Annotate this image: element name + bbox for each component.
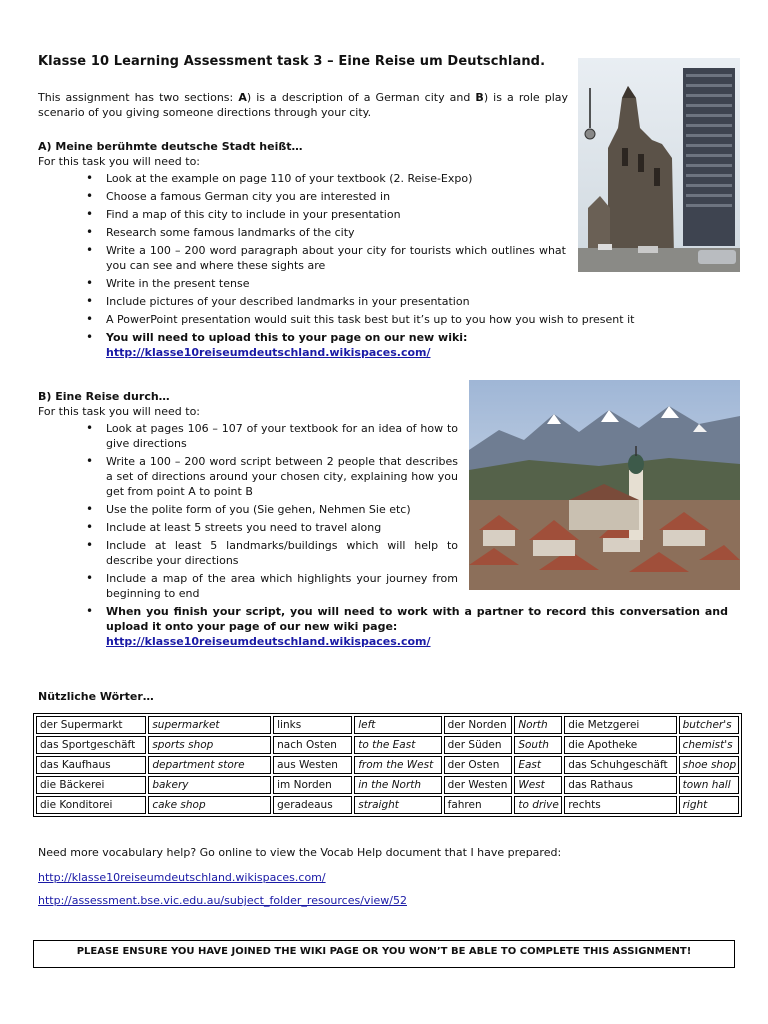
wiki-link-a[interactable]: http://klasse10reiseumdeutschland.wikispaces.com/	[106, 346, 431, 359]
vocab-link-assessment[interactable]	[38, 894, 407, 907]
upload-instruction: You will need to upload this to your page on our new wiki:	[106, 331, 468, 344]
intro-a: A	[238, 91, 247, 104]
table-row	[36, 716, 739, 734]
vocab-german-cell: der Süden	[444, 736, 513, 754]
intro-text-2: ) is a description of a German city and	[246, 91, 476, 104]
vocab-german-cell: das Sportgeschäft	[36, 736, 146, 754]
vocab-german-cell: das Schuhgeschäft	[564, 756, 676, 774]
list-item: • Include pictures of your described landmarks in your presentation	[38, 294, 676, 309]
vocab-german-cell: rechts	[564, 796, 676, 814]
vocab-english-cell: to the East	[354, 736, 441, 754]
intro-paragraph	[38, 90, 568, 120]
table-row	[36, 756, 739, 774]
list-item: • Include a map of the area which highlights your journey from beginning to end	[38, 571, 458, 601]
vocab-link-assessment-text[interactable]: http://assessment.bse.vic.edu.au/subject_folder_resources/view/52	[38, 894, 407, 907]
vocab-german-cell: die Konditorei	[36, 796, 146, 814]
vocab-english-cell: in the North	[354, 776, 441, 794]
vocab-german-cell: geradeaus	[273, 796, 352, 814]
vocab-german-cell: der Osten	[444, 756, 513, 774]
vocab-german-cell: die Apotheke	[564, 736, 676, 754]
vocab-german-cell: das Rathaus	[564, 776, 676, 794]
vocab-english-cell: cake shop	[148, 796, 271, 814]
intro-text-3: ) is a role play scenario of you giving someone directions through your city.	[38, 91, 569, 119]
vocab-english-cell: North	[514, 716, 562, 734]
record-instruction: When you finish your script, you will need to work with a partner to record this conversation and upload it onto your page of our new wiki page:	[106, 605, 728, 633]
vocab-german-cell: der Westen	[444, 776, 513, 794]
intro-b: B	[475, 91, 484, 104]
vocab-english-cell: shoe shop	[679, 756, 739, 774]
vocab-help-text: Need more vocabulary help? Go online to view the Vocab Help document that I have prepared:	[38, 846, 562, 859]
vocab-english-cell: left	[354, 716, 441, 734]
section-b-list	[38, 421, 738, 649]
vocab-german-cell: das Kaufhaus	[36, 756, 146, 774]
list-item	[38, 604, 728, 649]
vocab-english-cell: to drive	[514, 796, 562, 814]
list-item: • Choose a famous German city you are interested in	[38, 189, 566, 204]
section-b-heading: B) Eine Reise durch…	[38, 390, 170, 403]
vocab-german-cell: der Supermarkt	[36, 716, 146, 734]
vocab-german-cell: nach Osten	[273, 736, 352, 754]
vocab-english-cell: West	[514, 776, 562, 794]
vocab-german-cell: der Norden	[444, 716, 513, 734]
vocab-heading: Nützliche Wörter…	[38, 690, 154, 703]
section-a-list	[38, 171, 678, 360]
vocab-english-cell: town hall	[679, 776, 739, 794]
vocab-link-wiki[interactable]	[38, 871, 326, 884]
list-item: • Use the polite form of you (Sie gehen, Nehmen Sie etc)	[38, 502, 458, 517]
vocab-german-cell: links	[273, 716, 352, 734]
vocab-german-cell: fahren	[444, 796, 513, 814]
section-b-lead: For this task you will need to:	[38, 405, 201, 418]
list-item: • Research some famous landmarks of the city	[38, 225, 566, 240]
vocab-german-cell: im Norden	[273, 776, 352, 794]
table-row	[36, 776, 739, 794]
vocab-english-cell: bakery	[148, 776, 271, 794]
list-item: • Include at least 5 landmarks/buildings which will help to describe your directions	[38, 538, 458, 568]
vocab-english-cell: right	[679, 796, 739, 814]
vocab-english-cell: chemist's	[679, 736, 739, 754]
section-b	[38, 389, 738, 652]
section-a	[38, 139, 678, 363]
notice-box: PLEASE ENSURE YOU HAVE JOINED THE WIKI PAGE OR YOU WON’T BE ABLE TO COMPLETE THIS ASSIGNMENT!	[33, 940, 735, 968]
vocab-english-cell: supermarket	[148, 716, 271, 734]
vocab-table-body	[36, 716, 739, 814]
list-item: • Write in the present tense	[38, 276, 566, 291]
vocab-german-cell: die Metzgerei	[564, 716, 676, 734]
intro-text-1: This assignment has two sections:	[38, 91, 239, 104]
vocab-english-cell: straight	[354, 796, 441, 814]
list-item: • Write a 100 – 200 word script between 2 people that describes a set of directions around your chosen city, explaining how you get from point A to point B	[38, 454, 458, 499]
vocab-english-cell: butcher's	[679, 716, 739, 734]
table-row	[36, 736, 739, 754]
vocab-german-cell: die Bäckerei	[36, 776, 146, 794]
table-row	[36, 796, 739, 814]
list-item: • Look at the example on page 110 of your textbook (2. Reise-Expo)	[38, 171, 566, 186]
vocab-english-cell: department store	[148, 756, 271, 774]
vocab-link-wiki-text[interactable]: http://klasse10reiseumdeutschland.wikispaces.com/	[38, 871, 326, 884]
vocab-english-cell: sports shop	[148, 736, 271, 754]
list-item	[38, 330, 676, 360]
list-item: • Find a map of this city to include in your presentation	[38, 207, 566, 222]
list-item: • Include at least 5 streets you need to travel along	[38, 520, 458, 535]
vocab-table	[33, 713, 742, 817]
wiki-link-b[interactable]: http://klasse10reiseumdeutschland.wikispaces.com/	[106, 635, 431, 648]
list-item: • Look at pages 106 – 107 of your textbook for an idea of how to give directions	[38, 421, 458, 451]
list-item: • A PowerPoint presentation would suit this task best but it’s up to you how you wish to present it	[38, 312, 676, 327]
section-a-lead: For this task you will need to:	[38, 155, 201, 168]
vocab-english-cell: South	[514, 736, 562, 754]
vocab-german-cell: aus Westen	[273, 756, 352, 774]
vocab-english-cell: from the West	[354, 756, 441, 774]
section-a-heading: A) Meine berühmte deutsche Stadt heißt…	[38, 140, 303, 153]
list-item: • Write a 100 – 200 word paragraph about your city for tourists which outlines what you can see and where these sights are	[38, 243, 566, 273]
vocab-english-cell: East	[514, 756, 562, 774]
page-title: Klasse 10 Learning Assessment task 3 – Eine Reise um Deutschland.	[38, 54, 546, 69]
